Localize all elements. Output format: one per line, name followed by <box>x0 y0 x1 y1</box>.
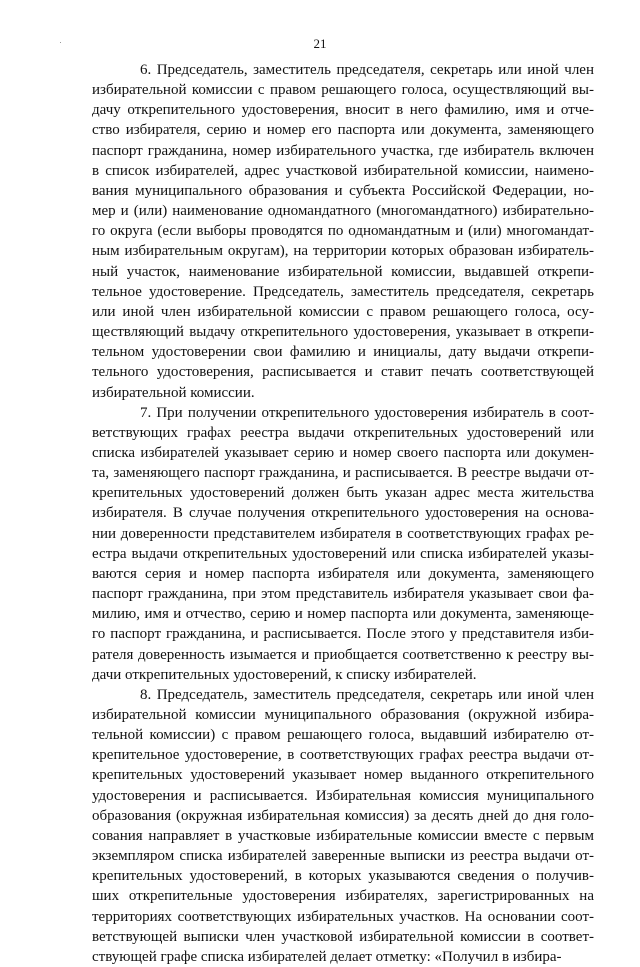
document-body <box>92 60 594 967</box>
paragraph-7 <box>92 403 594 685</box>
text-line: ществляющий выдачу открепительного удостоверения, указывает в открепи- <box>92 324 594 341</box>
text-line: сования направляет в участковые избирательные комиссии вместе с первым <box>92 827 594 844</box>
text-line: ветствующих графах реестра выдачи открепительных удостоверений или <box>92 424 594 441</box>
text-line: избирательной комиссии с правом решающего голоса, осуществляющий вы- <box>92 82 594 99</box>
text-line: 6. Председатель, заместитель председателя, секретарь или иной член <box>140 62 594 78</box>
text-line: крепительных удостоверений, в которых указываются сведения о получив- <box>92 868 594 885</box>
text-line: избирательной комиссии. <box>92 384 255 401</box>
text-line: ших открепительные удостоверения избирателях, зарегистрированных на <box>92 888 594 905</box>
text-line: экземпляром списка избирателей заверенные выписки из реестра выдачи от- <box>92 848 594 865</box>
text-line: удостоверения и расписывается. Избирательная комиссия муниципального <box>92 787 594 804</box>
text-line: тельное удостоверение. Председатель, заместитель председателя, секретарь <box>92 283 594 300</box>
text-line: нии доверенности представителем избирателя в соответствующих графах ре- <box>92 525 594 542</box>
text-line: ствующей графе списка избирателей делает отметку: «Получил в избира- <box>92 948 562 965</box>
text-line: образования (окружная избирательная комиссия) за десять дней до дня голо- <box>92 807 594 824</box>
text-line: или иной член избирательной комиссии с правом решающего голоса, осу- <box>92 303 594 320</box>
page-number: 21 <box>313 36 327 51</box>
text-line: крепительных удостоверений должен быть указан адрес места жительства <box>92 485 594 502</box>
text-line: паспорт гражданина, номер избирательного участка, где избиратель включен <box>92 142 594 159</box>
text-line: территориях соответствующих избирательных участков. На основании соот- <box>92 908 594 925</box>
text-line: 7. При получении открепительного удостоверения избиратель в соот- <box>140 404 594 421</box>
text-line: паспорт гражданина, при этом представитель избирателя указывает свои фа- <box>92 586 594 603</box>
text-line: 8. Председатель, заместитель председателя, секретарь или иной член <box>140 686 594 703</box>
text-line: тельном удостоверении свои фамилию и инициалы, дату выдачи открепи- <box>92 344 594 361</box>
text-line: мер и (или) наименование одномандатного (многомандатного) избирательно- <box>92 203 594 220</box>
paragraph-8 <box>92 685 594 967</box>
text-line: го паспорт гражданина, и расписывается. После этого у представителя изби- <box>92 626 594 643</box>
text-line: крепительных удостоверений указывает номер выданного открепительного <box>92 767 594 784</box>
text-line: го округа (если выборы проводятся по одномандатным и (или) многомандат- <box>92 223 594 240</box>
text-line: дачу открепительного удостоверения, вносит в него фамилию, имя и отче- <box>92 102 594 119</box>
text-line: тельного удостоверения, расписывается и ставит печать соответствующей <box>92 364 594 381</box>
text-line: ветствующей выписки член участковой избирательной комиссии в соответ- <box>92 928 594 945</box>
text-line: ным избирательным округам), на территории которых образован избиратель- <box>92 243 594 260</box>
text-line: ство избирателя, серию и номер его паспорта или документа, заменяющего <box>92 122 594 139</box>
text-line: милию, имя и отчество, серию и номер паспорта или документа, заменяюще- <box>92 606 594 623</box>
text-line: избирательной комиссии муниципального образования (окружной избира- <box>92 707 594 723</box>
text-line: в список избирателей, адрес участковой избирательной комиссии, наимено- <box>92 162 594 179</box>
text-line: списка избирателей указывает серию и номер своего паспорта или докумен- <box>92 444 594 461</box>
text-line: ный участок, наименование избирательной комиссии, выдавшей открепи- <box>92 263 594 280</box>
text-line: ваются серия и номер паспорта избирателя или документа, заменяющего <box>92 565 594 582</box>
text-line: дачи открепительных удостоверений, к списку избирателей. <box>92 666 477 683</box>
text-line: вания муниципального образования и субъекта Российской Федерации, но- <box>92 182 594 199</box>
paragraph-6 <box>92 60 594 403</box>
text-line: естра выдачи открепительных удостоверений или списка избирателей указы- <box>92 545 594 562</box>
text-line: рателя доверенность изымается и приобщается соответственно к реестру вы- <box>92 646 594 663</box>
text-line: тельной комиссии) с правом решающего голоса, выдавший избирателю от- <box>92 727 594 744</box>
text-line: избирателя. В случае получения открепительного удостоверения на основа- <box>92 505 594 522</box>
text-line: крепительное удостоверение, в соответствующих графах реестра выдачи от- <box>92 747 594 764</box>
text-line: та, заменяющего паспорт гражданина, и расписывается. В реестре выдачи от- <box>92 465 594 482</box>
